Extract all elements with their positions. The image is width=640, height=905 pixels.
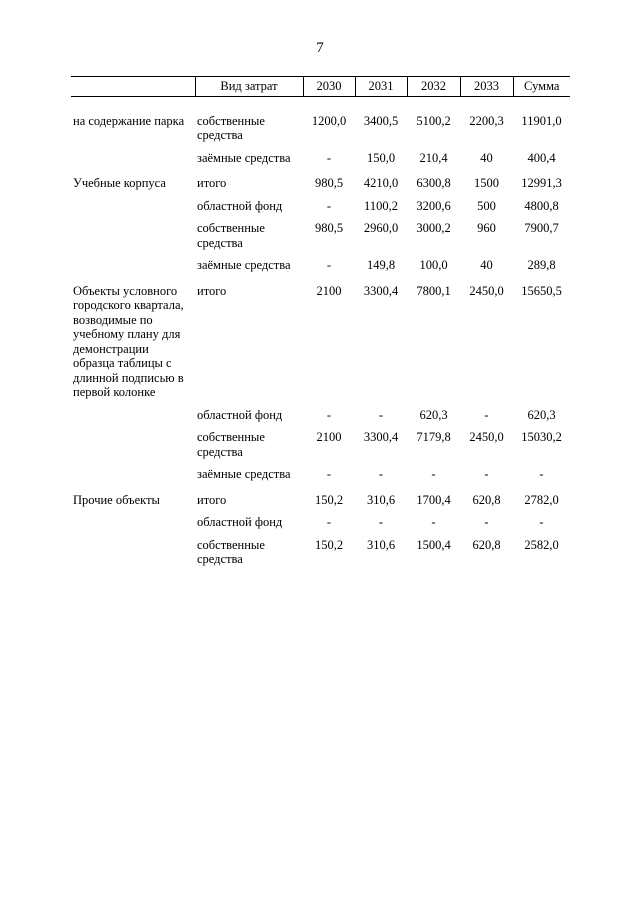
cell-total: - bbox=[539, 515, 544, 529]
table-row bbox=[71, 148, 570, 171]
table-row bbox=[71, 427, 570, 464]
cell-year-2: 3300,4 bbox=[363, 283, 399, 298]
cell-year-1: 980,5 bbox=[314, 176, 344, 190]
cell-year-3: 7800,1 bbox=[416, 283, 451, 298]
cell-object: Прочие объекты bbox=[73, 492, 160, 507]
cell-year-3: 1700,4 bbox=[416, 492, 451, 507]
table-body bbox=[71, 96, 570, 572]
cell-year-1: 150,2 bbox=[314, 492, 344, 507]
cell-year-1: - bbox=[326, 467, 332, 481]
cell-year-4: 500 bbox=[477, 198, 496, 213]
cell-year-2: - bbox=[378, 515, 384, 529]
header-object bbox=[71, 77, 195, 97]
cell-year-3: 7179,8 bbox=[416, 430, 451, 444]
table-row bbox=[71, 512, 570, 535]
cell-year-2: 310,6 bbox=[366, 537, 396, 552]
cell-year-4: 620,8 bbox=[472, 537, 501, 552]
cell-year-2: 3400,5 bbox=[363, 113, 399, 128]
cell-year-1: 1200,0 bbox=[311, 113, 347, 128]
header-total: Сумма bbox=[513, 77, 570, 97]
cell-year-1: 150,2 bbox=[314, 537, 344, 552]
cell-year-4: 960 bbox=[477, 221, 496, 235]
cell-total: 12991,3 bbox=[521, 176, 562, 190]
cell-source: заёмные средства bbox=[197, 258, 291, 272]
cell-object: Учебные корпуса bbox=[73, 176, 166, 190]
table-row bbox=[71, 278, 570, 405]
cell-year-3: 3200,6 bbox=[416, 198, 451, 213]
cell-source: итого bbox=[197, 492, 227, 507]
cell-source: собственные средства bbox=[197, 430, 265, 459]
cell-total: 4800,8 bbox=[524, 198, 559, 213]
cell-total: 2782,0 bbox=[524, 492, 559, 507]
cell-year-4: 620,8 bbox=[472, 492, 501, 507]
cell-year-2: 1100,2 bbox=[364, 198, 398, 213]
header-year-2: 2031 bbox=[355, 77, 407, 97]
cell-year-4: 2450,0 bbox=[469, 430, 504, 444]
cell-year-3: - bbox=[431, 467, 436, 481]
cell-year-3: 1500,4 bbox=[416, 537, 451, 552]
table-row bbox=[71, 255, 570, 278]
cell-year-2: 149,8 bbox=[366, 258, 396, 272]
cell-total: 2582,0 bbox=[524, 537, 559, 552]
table-row bbox=[71, 535, 570, 572]
header-year-4: 2033 bbox=[460, 77, 513, 97]
header-source: Вид затрат bbox=[195, 77, 303, 97]
cell-object: на содержание парка bbox=[73, 113, 185, 128]
cell-total: 15650,5 bbox=[521, 283, 562, 298]
cell-year-3: 5100,2 bbox=[416, 113, 451, 128]
cell-source: областной фонд bbox=[197, 407, 283, 422]
table-row bbox=[71, 464, 570, 487]
table-header-row bbox=[71, 77, 570, 97]
cell-object bbox=[71, 535, 195, 572]
header-year-1: 2030 bbox=[303, 77, 355, 97]
cell-total: 11901,0 bbox=[521, 113, 562, 128]
cell-source: областной фонд bbox=[197, 515, 283, 529]
cell-total: - bbox=[539, 467, 544, 481]
cell-year-4: 40 bbox=[480, 150, 493, 165]
cell-year-4: 2200,3 bbox=[469, 113, 504, 128]
page-number: 7 bbox=[316, 40, 324, 56]
cell-source: итого bbox=[197, 283, 227, 298]
header-year-3: 2032 bbox=[407, 77, 460, 97]
cell-year-2: 3300,4 bbox=[363, 430, 399, 444]
cell-year-4: 40 bbox=[480, 258, 493, 272]
table-row bbox=[71, 196, 570, 219]
cell-source: заёмные средства bbox=[197, 467, 291, 481]
cell-object bbox=[71, 196, 195, 219]
cell-year-1: 2100 bbox=[316, 283, 342, 298]
cell-object bbox=[71, 148, 195, 171]
cell-year-2: - bbox=[378, 467, 384, 481]
cell-source: заёмные средства bbox=[197, 150, 291, 165]
cell-object bbox=[71, 464, 195, 487]
cell-year-1: - bbox=[326, 407, 332, 422]
cell-year-1: - bbox=[326, 515, 332, 529]
cell-source: итого bbox=[197, 176, 227, 190]
cell-object bbox=[71, 427, 195, 464]
cell-total: 289,8 bbox=[527, 258, 556, 272]
table-row bbox=[71, 218, 570, 255]
cell-year-4: - bbox=[484, 515, 489, 529]
table-row bbox=[71, 111, 570, 148]
cell-year-1: - bbox=[326, 150, 332, 165]
cell-source: собственные средства bbox=[197, 221, 265, 250]
cell-year-3: 100,0 bbox=[419, 258, 448, 272]
cell-total: 400,4 bbox=[527, 150, 556, 165]
cell-total: 7900,7 bbox=[524, 221, 559, 235]
cell-source: собственные средства bbox=[197, 113, 265, 142]
cell-year-4: 2450,0 bbox=[469, 283, 504, 298]
cell-year-2: - bbox=[378, 407, 384, 422]
cell-year-2: 150,0 bbox=[366, 150, 396, 165]
table-row bbox=[71, 170, 570, 196]
cell-year-2: 4210,0 bbox=[363, 176, 399, 190]
cell-year-1: - bbox=[326, 198, 332, 213]
cell-object bbox=[71, 218, 195, 255]
cell-year-4: - bbox=[484, 467, 489, 481]
cell-object: Объекты условного городского квартала, возводимые по учебному плану для демонстрации образца таблицы с длинной подписью в первой колонке bbox=[73, 283, 184, 399]
table-spacer bbox=[71, 96, 570, 111]
cell-source: собственные средства bbox=[197, 537, 265, 566]
cell-year-2: 310,6 bbox=[366, 492, 396, 507]
cell-year-4: - bbox=[484, 407, 489, 422]
cell-year-3: 6300,8 bbox=[416, 176, 451, 190]
cell-object bbox=[71, 405, 195, 428]
table-row bbox=[71, 405, 570, 428]
cell-source: областной фонд bbox=[197, 198, 283, 213]
cell-object bbox=[71, 255, 195, 278]
cell-year-2: 2960,0 bbox=[363, 221, 399, 235]
cell-year-3: 620,3 bbox=[419, 407, 448, 422]
cell-year-1: 980,5 bbox=[314, 221, 344, 235]
table-row bbox=[71, 487, 570, 513]
cell-total: 620,3 bbox=[527, 407, 556, 422]
financing-table bbox=[71, 76, 570, 572]
cell-year-1: 2100 bbox=[316, 430, 342, 444]
cell-object bbox=[71, 512, 195, 535]
cell-total: 15030,2 bbox=[521, 430, 562, 444]
cell-year-3: - bbox=[431, 515, 436, 529]
cell-year-4: 1500 bbox=[474, 176, 499, 190]
cell-year-1: - bbox=[326, 258, 332, 272]
cell-year-3: 210,4 bbox=[419, 150, 448, 165]
cell-year-3: 3000,2 bbox=[416, 221, 451, 235]
